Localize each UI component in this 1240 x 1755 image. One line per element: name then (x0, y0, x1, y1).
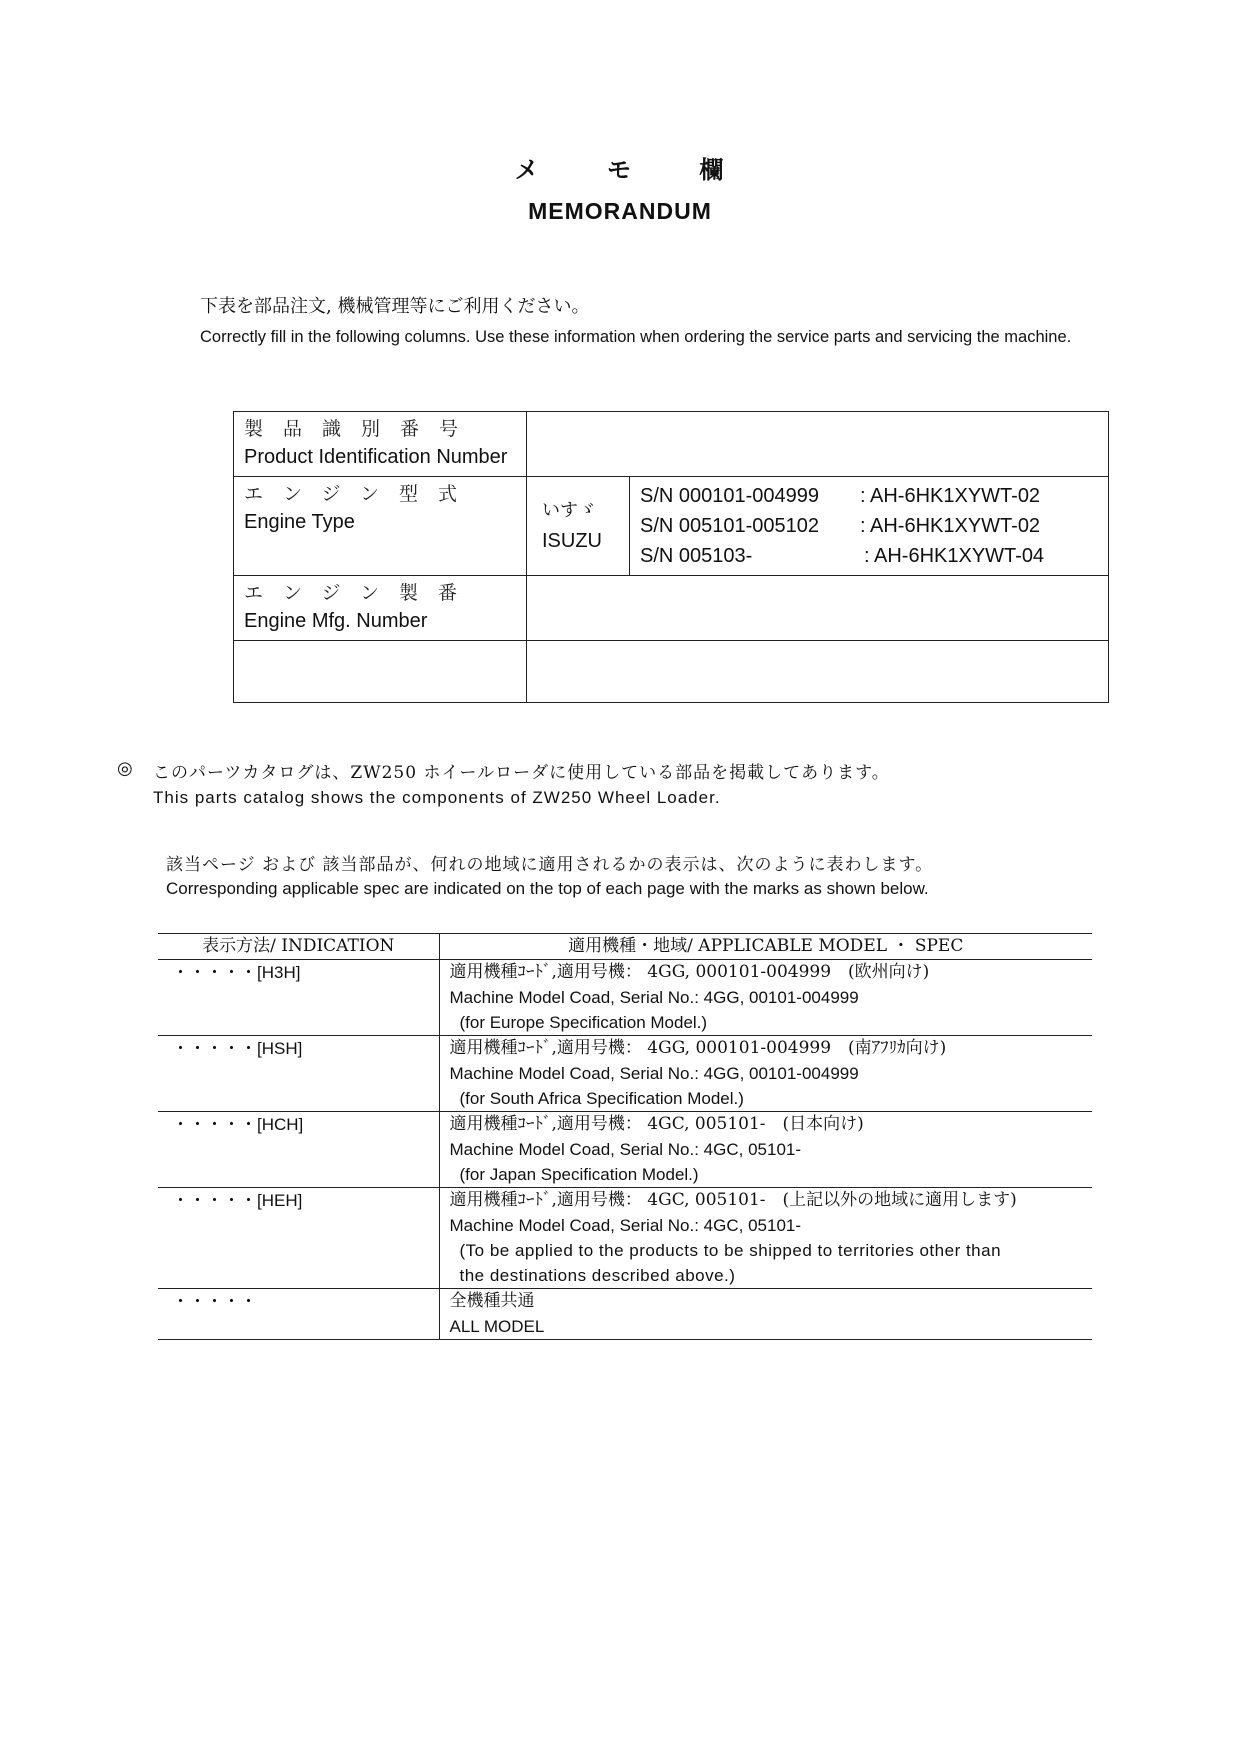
engine-model: : AH-6HK1XYWT-04 (864, 545, 1045, 567)
engine-type-label-en: Engine Type (244, 511, 355, 533)
engine-type-row (234, 477, 1109, 576)
product-id-value (527, 412, 1109, 477)
serial-range-row (640, 481, 1098, 511)
engine-serial-ranges (630, 477, 1109, 576)
engine-mfg-value (527, 576, 1109, 641)
engine-mfg-row (234, 576, 1109, 641)
serial-range-row (640, 541, 1098, 571)
spec-line-jp: 適用機種ｺｰﾄﾞ,適用号機： 4GG, 000101-004999 (欧州向け) (449, 962, 930, 982)
spec-line-jp: 適用機種ｺｰﾄﾞ,適用号機： 4GG, 000101-004999 (南ｱﾌﾘｶ向け) (449, 1038, 947, 1058)
indication-code: ・・・・・[H3H] (158, 960, 439, 1036)
note-text-jp: このパーツカタログは、ZW250 ホイールローダに使用している部品を掲載してあります。 (153, 763, 890, 783)
serial-range: S/N 000101-004999 (640, 485, 820, 507)
spec-line-jp: 適用機種ｺｰﾄﾞ,適用号機： 4GC, 005101- (日本向け) (449, 1114, 864, 1134)
engine-type-label (234, 477, 527, 576)
serial-range-row (640, 511, 1098, 541)
spec-line-en: Machine Model Coad, Serial No.: 4GC, 05101- (449, 1140, 802, 1159)
title-char-2: モ (607, 156, 633, 184)
engine-model: : AH-6HK1XYWT-02 (860, 515, 1041, 537)
title-char-3: 欄 (699, 156, 726, 184)
page-title-jp (0, 150, 1240, 185)
indication-code: ・・・・・[HCH] (158, 1112, 439, 1188)
indication-code: ・・・・・[HSH] (158, 1036, 439, 1112)
identification-table (233, 411, 1109, 703)
product-id-label (234, 412, 527, 477)
intro-text-jp: 下表を部品注文, 機械管理等にご利用ください。 (200, 296, 590, 317)
indication-header-row (158, 934, 1092, 960)
serial-range: S/N 005101-005102 (640, 515, 820, 537)
indication-code: ・・・・・ (158, 1289, 439, 1340)
spec-line-en: ALL MODEL (449, 1317, 545, 1336)
blank-value-cell (527, 641, 1109, 703)
indication-header: 表示方法/ INDICATION (158, 934, 439, 960)
engine-maker (527, 477, 630, 576)
indication-table (158, 933, 1092, 1340)
indication-row-all (158, 1289, 1092, 1340)
spec-line-note: (for Japan Specification Model.) (459, 1165, 699, 1184)
spec-line-note: (To be applied to the products to be shipped to territories other than (459, 1241, 1002, 1260)
serial-range: S/N 005103- (640, 545, 753, 567)
corresponding-text-en: Corresponding applicable spec are indicated on the top of each page with the marks as shown below. (166, 879, 929, 898)
indication-row-heh (158, 1188, 1092, 1289)
page-title: MEMORANDUM (528, 198, 712, 224)
engine-mfg-label-jp: エンジン製番 (244, 582, 478, 604)
spec-line-en: Machine Model Coad, Serial No.: 4GG, 00101-004999 (449, 988, 859, 1007)
spec-line-jp: 全機種共通 (449, 1291, 535, 1311)
product-id-label-jp: 製品識別番号 (244, 418, 479, 440)
spec-line-note: (for South Africa Specification Model.) (459, 1089, 744, 1108)
blank-label-cell (234, 641, 527, 703)
applicable-spec (439, 1036, 1092, 1112)
note-bullet-icon: ◎ (117, 758, 133, 778)
engine-model: : AH-6HK1XYWT-02 (860, 485, 1041, 507)
engine-mfg-label-en: Engine Mfg. Number (244, 610, 428, 632)
spec-line-note: (for Europe Specification Model.) (459, 1013, 708, 1032)
applicable-spec (439, 1112, 1092, 1188)
applicable-spec (439, 1289, 1092, 1340)
spec-line-jp: 適用機種ｺｰﾄﾞ,適用号機： 4GC, 005101- (上記以外の地域に適用します) (449, 1190, 1017, 1210)
engine-mfg-label (234, 576, 527, 641)
blank-row (234, 641, 1109, 703)
indication-row-hch (158, 1112, 1092, 1188)
applicable-model-header: 適用機種・地域/ APPLICABLE MODEL ・ SPEC (439, 934, 1092, 960)
applicable-spec (439, 1188, 1092, 1289)
indication-code: ・・・・・[HEH] (158, 1188, 439, 1289)
intro-text-en: Correctly fill in the following columns. Use these information when ordering the service parts and servicing the machine. (200, 328, 1072, 346)
indication-row-h3h (158, 960, 1092, 1036)
spec-line-en: Machine Model Coad, Serial No.: 4GG, 00101-004999 (449, 1064, 859, 1083)
spec-line-note: the destinations described above.) (459, 1266, 736, 1285)
indication-row-hsh (158, 1036, 1092, 1112)
product-id-label-en: Product Identification Number (244, 446, 508, 468)
applicable-spec (439, 960, 1092, 1036)
product-id-row (234, 412, 1109, 477)
engine-maker-en: ISUZU (542, 530, 602, 552)
engine-type-label-jp: エンジン型式 (244, 483, 478, 505)
corresponding-text-jp: 該当ページ および 該当部品が、何れの地域に適用されるかの表示は、次のように表わします。 (166, 855, 934, 875)
note-text-en: This parts catalog shows the components of ZW250 Wheel Loader. (153, 788, 721, 807)
title-char-1: メ (514, 156, 541, 184)
spec-line-en: Machine Model Coad, Serial No.: 4GC, 05101- (449, 1216, 802, 1235)
engine-maker-jp: いすゞ (542, 500, 596, 521)
